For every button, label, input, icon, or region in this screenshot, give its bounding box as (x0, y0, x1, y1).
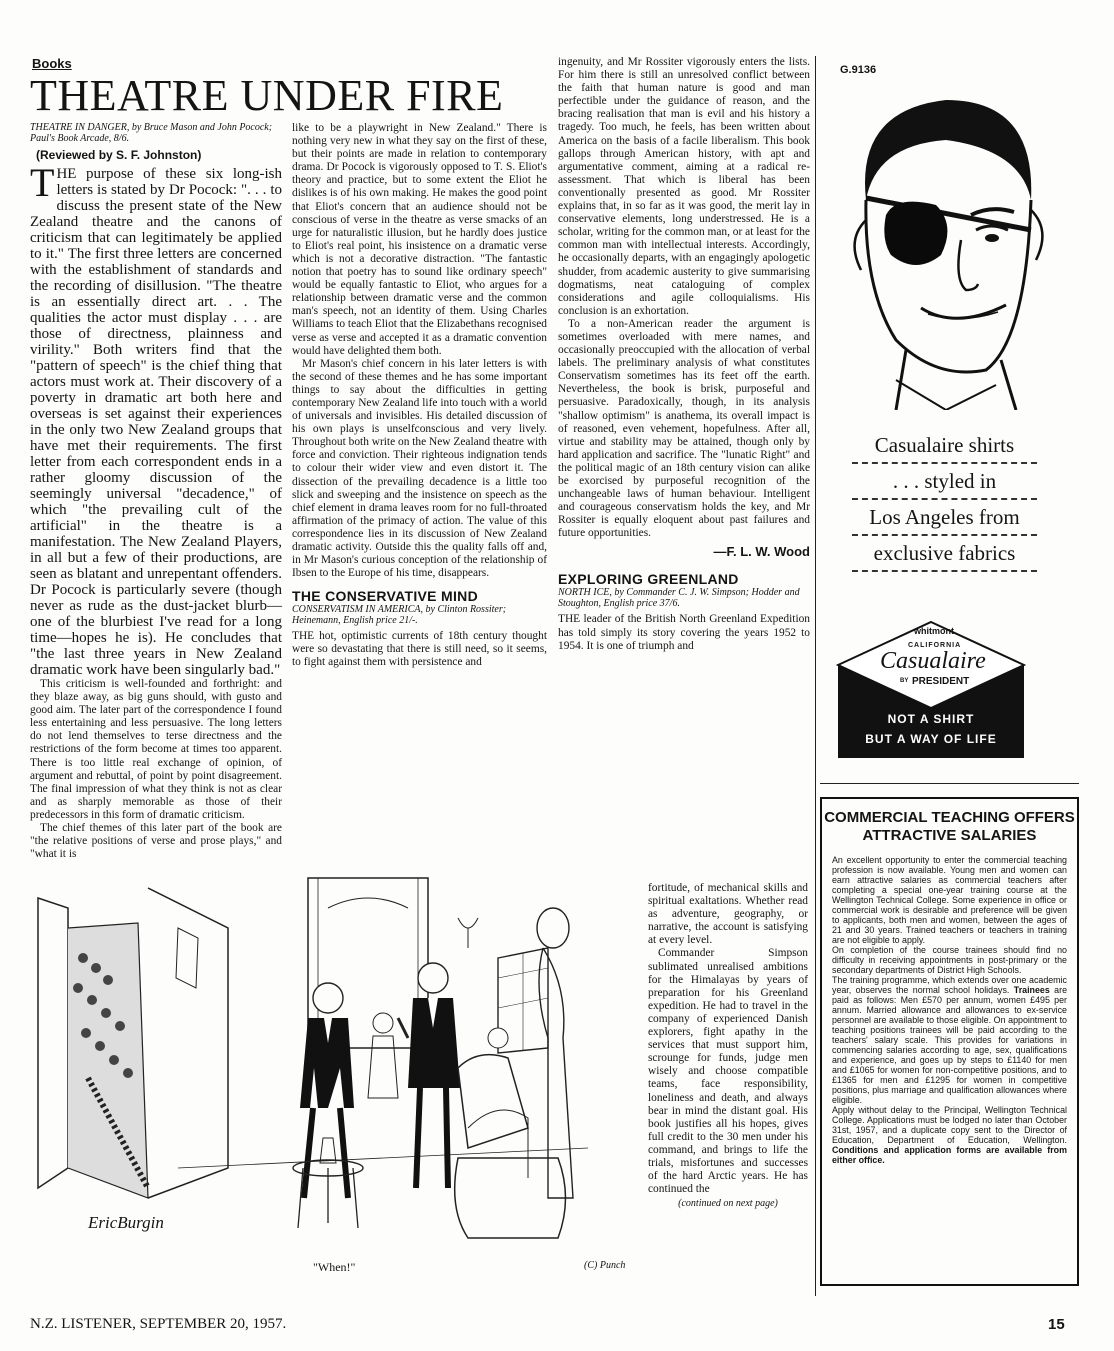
slogan-line-2: BUT A WAY OF LIFE (865, 732, 997, 746)
brand-by-label: BY (900, 678, 909, 684)
article-column-3 (558, 56, 810, 653)
ad-title-line-1: COMMERCIAL TEACHING OFFERS (824, 809, 1075, 826)
cartoon-caption: "When!" (313, 1260, 356, 1274)
page-number: 15 (1048, 1316, 1065, 1333)
text-run: Apply without delay to the Principal, Wellington Technical College. Applications must be lodged no later than October 31st, 1957, and a duplicate copy sent to the Director of Education, Department of Education, Wellington. (832, 1105, 1067, 1145)
paragraph: fortitude, of mechanical skills and spiritual exaltations. Whether read as adventure, geography, or narrative, the account is satisfying at every level. (648, 882, 808, 947)
ad-code: G.9136 (840, 64, 877, 76)
brand-logo (836, 620, 1026, 760)
brand-small-label: CALIFORNIA (908, 642, 962, 649)
review-body (558, 56, 810, 540)
book-info: NORTH ICE, by Commander C. J. W. Simpson; Hodder and Stoughton, English price 37/6. (558, 587, 800, 610)
brand-top-label: whitmont (914, 626, 954, 636)
section-subhead: EXPLORING GREENLAND (558, 571, 739, 588)
ad-tagline (852, 428, 1037, 572)
column-divider (815, 56, 816, 1296)
book-info: CONSERVATISM IN AMERICA, by Clinton Rossiter; Heinemann, English price 21/-. (292, 604, 507, 627)
article-column-3-narrow (648, 882, 808, 1210)
cartoonist-signature: EricBurgin (88, 1213, 164, 1232)
paragraph: like to be a playwright in New Zealand." There is nothing very new in what they say on the first of these, but their points are made in relation to contemporary drama. Dr Pocock is vigorously opposed to T. S. Eliot's theory and practice, but to some extent the Eliot he dislikes is of his own making. He makes the good point that Eliot's concern that an audience should not be conscious of verse in the theatre as verse smacks of an urge for naturalistic illusion, but he hardly does justice to Eliot's real point, his insistence on a dramatic verse which is not a decorative distraction. "The fantastic notion that poetry has to sound like ordinary speech" would be equally fantastic to Eliot, who argues for a relationship between dramatic verse and the common man's speech, not an identity of them. Using Charles Williams to teach Eliot that the Elizabethans recognised verse as verse and accepted it as a dramatic convention would have delighted them both. (292, 122, 547, 357)
review-body (30, 160, 282, 861)
reviewer-credit: (Reviewed by S. F. Johnston) (36, 148, 202, 162)
paragraph: To a non-American reader the argument is sometimes overloaded with mere names, and occasionally preoccupied with the allocation of verbal labels. The preliminary analysis of what constitutes Conservatism sometimes has its feet off the earth. Nevertheless, the book is brisk, purposeful and persuasive. Paradoxically, though, in its analysis "shallow optimism" is anathema, its overall impact is of reasoned, even vehement, hopefulness. After all, virtue and stability may be attained, though only by hard application and sacrifice. The "lunatic Right" and the political magic of an 18th century vision can alike be exorcised by purposeful recognition of the unchangeable laws of human behaviour. Intelligent and courageous conservatism holds the key, and Mr Rossiter is equally eloquent about past failures and future opportunities. (558, 317, 810, 540)
headline: THEATRE UNDER FIRE (30, 71, 504, 120)
cartoon-illustration (28, 868, 588, 1253)
emphasis: Conditions and application forms are available from either office. (832, 1145, 1067, 1165)
brand-main-label: Casualaire (880, 648, 986, 674)
cartoon (28, 868, 626, 1288)
man-with-eyepatch-illustration (826, 80, 1066, 410)
paragraph: An excellent opportunity to enter the commercial teaching profession is now available. Young men and women can earn attractive salaries as commercial teachers after completing a special one-year training course at the Wellington Technical College. Some experience in office or commercial work is desirable and preference will be given to applicants, both men and women, between the ages of 21 and 30 years. Trained teachers or teachers in training are not eligible to apply. (832, 855, 1067, 945)
tagline-line: . . . styled in (852, 464, 1037, 500)
text-run: are paid as follows: Men £570 per annum, women £495 per annum. Married allowance and allowances to ex-service personnel are available to those eligible. On appointment to teaching positions trainees will be paid according to the teachers' salary scale. This provides for variations in commencing salaries according to age, sex, qualifications and experience, and goes up by steps to £1140 for men and £1065 for women for non-competitive positions, and to £1365 for men and £1295 for women in competitive positions, plus marriage and qualification allowances where eligible. (832, 985, 1068, 1105)
book-info: THEATRE IN DANGER, by Bruce Mason and John Pocock; Paul's Book Arcade, 8/6. (30, 122, 273, 144)
ad-separator (820, 783, 1079, 784)
paragraph: Mr Mason's chief concern in his later letters is with the second of these themes and he has some important things to say about the difficulties in getting contemporary New Zealand life into touch with a world of universals and invisibles. His detailed discussion of his own plays is unselfconscious and very lively. Throughout both write on the New Zealand theatre with force and conviction. Their righteous indignation tends to colour their wider view and even distort it. The dissection of the prevailing decadence is a little too slick and sweeping and the insistence on speech as the chief element in drama leaves room for no full-throated affirmation of the primacy of action. The value of this correspondence lies in its discussion of New Zealand dramatic activity. Outside this the quality falls off and, in Mr Mason's curious conception of the relationship of Ibsen to the Europe of his time, disappears. (292, 357, 547, 580)
review-body (292, 630, 547, 669)
review-body (292, 122, 547, 580)
article-column-1 (30, 122, 282, 861)
paragraph: Commander Simpson sublimated unrealised ambitions for the Himalayas by years of preparation for his Greenland expedition. He had to travel in the company of experienced Danish explorers, fight apathy in the services that must support him, scrounge for funds, judge men wisely and choose compatible teams, face responsibility, loneliness and death, and always bear in mind the distant goal. His book justifies all his hopes, gives full credit to the 30 men under his command, and brings to life the trials, misfortunes and successes of the hard Arctic years. He has continued the (648, 947, 808, 1196)
ad-body (832, 855, 1067, 1165)
tagline-line: Los Angeles from (852, 500, 1037, 536)
review-body (558, 613, 810, 652)
paragraph (832, 1105, 1067, 1165)
article-column-2 (292, 122, 547, 670)
text-run: The training programme, which extends over one academic year, observes the normal school holidays. (832, 975, 1067, 995)
paragraph: ingenuity, and Mr Rossiter vigorously enters the lists. For him there is still an unresolved conflict between the faith that human nature is good and man perfectible under the guidance of reason, and the bracing realisation that man is evil and his history a tragedy. Too much, he feels, has been written about America on the basis of a facile liberalism. This book gallops through American history, with apt and argumentative comment, aiming at a radical re-assessment. That which is liberal has been conventionally presented as good. Mr Rossiter explains that, in so far as it was good, the merit lay in conservative elements, long understressed. He is a scholar, writing for the common man, or at least for the common man with intellectual interests. Accordingly, he occasionally departs, with an engagingly apologetic shudder, from academic austerity to give summarising dogmatisms, neat cataloguing of complex considerations and agile colloquialisms. His conclusion is an exhortation. (558, 56, 810, 317)
paragraph: This criticism is well-founded and forthright: and they blaze away, as big guns should, with gusto and good aim. The later part of the correspondence I found less entertaining and less persuasive. The long letters do not lend themselves to terse directness and the restrictions of the form become at times too apparent. There is too little real exchange of opinion, of argument and rebuttal, of point by point disagreement. The final impression of what they think is not as clear and as sharply memorable as those of their predecessors in this form of dramatic criticism. (30, 678, 282, 821)
tagline-line: Casualaire shirts (852, 428, 1037, 464)
paragraph: THE hot, optimistic currents of 18th century thought were so devastating that there is still need, so it seems, to fight against them with persistence and (292, 630, 547, 669)
continued-note: (continued on next page) (678, 1198, 778, 1210)
emphasis: Trainees (1013, 985, 1050, 995)
section-label: Books (32, 56, 72, 71)
publication-footer: N.Z. LISTENER, SEPTEMBER 20, 1957. (30, 1316, 287, 1332)
cartoon-credit: (C) Punch (584, 1260, 626, 1271)
brand-president-label: PRESIDENT (912, 676, 970, 687)
paragraph (832, 975, 1067, 1105)
section-subhead: THE CONSERVATIVE MIND (292, 588, 478, 605)
tagline-line: exclusive fabrics (852, 536, 1037, 572)
paragraph: THE purpose of these six long-ish letters is stated by Dr Pocock: ". . . to discuss the present state of the New Zealand theatre and the canons of criticism that can legitimately be applied to it." The first three letters are concerned with the establishment of standards and the recording of disillusion. "The theatre is an essentially direct art. . . The qualities the actor must display . . . are those of directness, plainness and virility." Both writers find that the "pattern of speech" is the chief thing that actors must work at. Their discovery of a poverty in dramatic art both here and overseas is set against their experiences in the only two New Zealand groups that have met their requirements. The first letter from each correspondent ends in a rather gloomy discussion of the seemingly universal "decadence," of which "the prevailing cult of the artificial" in the theatre is a manifestation. The New Zealand Players, in all but a few of their productions, are seen as blatant and unrepentant offenders. Dr Pocock is particularly severe (though never as rude as the dust-jacket blurb—one of the blurbiest I've read for a long time—hopes he is). He concludes that "the last three years in New Zealand dramatic work have been singularly bad." (30, 160, 282, 678)
paragraph: On completion of the course trainees should find no difficulty in receiving appointments in post-primary or the secondary departments of District High Schools. (832, 945, 1067, 975)
teaching-advertisement (820, 797, 1079, 1286)
paragraph: The chief themes of this later part of the book are "the relative positions of verse and prose plays," and "what it is (30, 822, 282, 861)
ad-title-line-2: ATTRACTIVE SALARIES (862, 827, 1037, 844)
paragraph: THE leader of the British North Greenland Expedition has told simply its story covering the years 1952 to 1954. It is one of triumph and (558, 613, 810, 652)
review-signature: —F. L. W. Wood (713, 544, 810, 560)
slogan-line-1: NOT A SHIRT (887, 712, 975, 726)
